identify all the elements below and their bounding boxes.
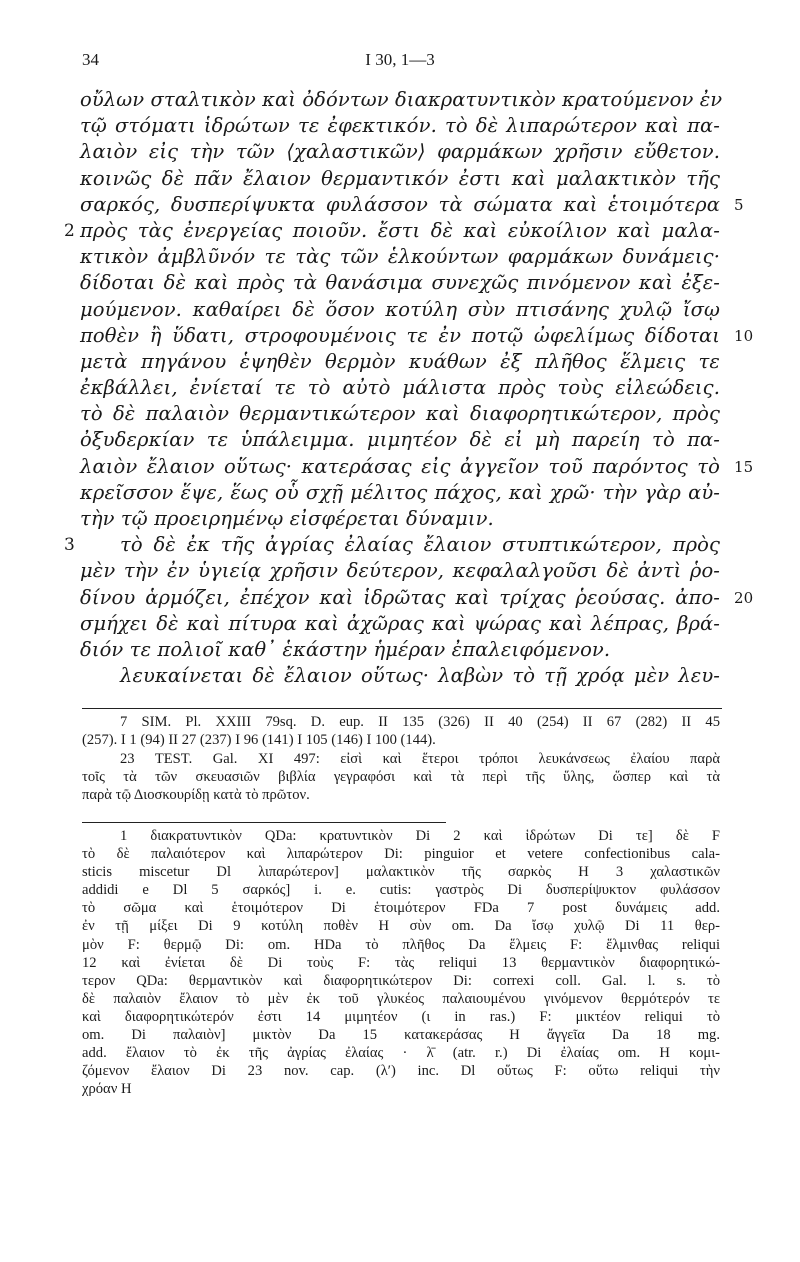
testimonia-line-text: τοῖς τὰ τῶν σκευασιῶν βιβλία γεγραφόσι καὶ τὰ περὶ τῆς ὕλης, ὥσπερ καὶ τὰ [82,768,720,785]
main-text-line-text: κρεῖσσον ἕψε, ἕως οὗ σχῇ μέλιτος πάχος, καὶ χρῶ· τὴν γὰρ αὐ- [80,480,720,504]
testimonia-line-text: 23 TEST. Gal. XI 497: εἰσὶ καὶ ἕτεροι τρόποι λευκάνσεως ἐλαίου παρὰ [120,750,720,767]
main-text-line-text: σαρκός, δυσπερίψυκτα φυλάσσον τὰ σώματα καὶ ἑτοιμότερα [80,192,720,216]
apparatus-line [82,845,720,863]
main-text-line [80,139,720,165]
apparatus-line-text: ζόμενον ἔλαιον Di 23 nov. cap. (λ′) inc. Dl οὕτως F: οὕτω reliqui τὴν [82,1063,720,1080]
main-text-line [80,401,720,427]
testimonia-line [82,750,720,768]
apparatus-line-text: ἐν τῇ μίξει Di 9 κοτύλη ποθὲν H σὺν om. Da ἴσῳ χυλῷ Di 11 θερ- [82,918,720,935]
main-text-line-text: λαιὸν εἰς τὴν τῶν ⟨χαλαστικῶν⟩ φαρμάκων χρῆσιν εὔθετον. [80,140,720,164]
main-text-line-text: μετὰ πηγάνου ἑψηθὲν θερμὸν κυάθων ἐξ πλῆθος ἕλμεις τε [80,349,720,373]
main-text-line [80,113,720,139]
testimonia-line [82,731,720,749]
testimonia-block [82,713,720,804]
testimonia-divider [82,708,722,709]
testimonia-line-text: 7 SIM. Pl. XXIII 79sq. D. eup. II 135 (326) II 40 (254) II 67 (282) II 45 [120,714,720,730]
main-text-line [80,480,720,506]
apparatus-line [82,954,720,972]
apparatus-line-text: addidi e Dl 5 σαρκός] i. e. cutis: γαστρὸς Di δυσπερίψυκτον φυλάσσον [82,882,720,899]
main-text-line-text: τὸ δὲ ἐκ τῆς ἀγρίας ἐλαίας ἔλαιον στυπτικώτερον, πρὸς [120,533,720,557]
main-text-line [80,349,720,375]
testimonia-line [82,786,720,804]
apparatus-line [82,827,720,845]
main-text-line [64,218,720,244]
main-text-line-text: τῷ στόματι ἱδρώτων τε ἐφεκτικόν. τὸ δὲ λιπαρώτερον καὶ πα- [80,114,720,138]
main-text-line [80,323,754,349]
main-text-line [64,532,720,558]
main-text-line-text: τὸ δὲ παλαιὸν θερμαντικώτερον καὶ διαφορητικώτερον, πρὸς [80,402,720,426]
main-text-line-text: διόν τε πολιοῖ καθ᾿ ἑκάστην ἡμέραν ἐπαλειφόμενον. [80,637,611,661]
apparatus-line-text: τερον QDa: θερμαντικὸν καὶ διαφορητικώτερον Di: correxi coll. Gal. l. s. τὸ [82,972,720,989]
main-text-line [80,244,720,270]
main-text-line-text: δίνου ἁρμόζει, ἐπέχον καὶ ἱδρῶτας καὶ τρίχας ῥεούσας. ἀπο- [80,585,720,609]
main-text-line-text: πρὸς τὰς ἐνεργείας ποιοῦν. ἔστι δὲ καὶ εὐκοίλιον καὶ μαλα- [80,218,720,242]
apparatus-line-text: 12 καὶ ἐνίεται δὲ Di τοὺς F: τὰς reliqui 13 θερμαντικὸν διαφορητικώ- [82,954,720,971]
main-text-line [80,166,720,192]
main-text-line-text: κτικὸν ἀμβλῦνόν τε τὰς τῶν ἑλκούντων φαρμάκων δυνάμεις· [80,245,720,269]
testimonia-line [82,713,720,731]
apparatus-line-text: sticis miscetur Dl λιπαρώτερον] μαλακτικὸν τῆς σαρκὸς H 3 χαλαστικῶν [82,864,720,881]
main-text-line [80,87,723,113]
main-text-line-text: σμήχει δὲ καὶ πίτυρα καὶ ἀχῶρας καὶ ψώρας καὶ λέπρας, βρά- [80,611,720,635]
main-text-line [80,506,720,532]
apparatus-line [82,1062,720,1080]
line-number: 5 [734,195,744,214]
apparatus-line [82,990,720,1008]
main-text-line [80,375,720,401]
page-number: 34 [82,50,99,69]
main-text-line-text: λευκαίνεται δὲ ἔλαιον οὕτως· λαβὼν τὸ τῇ χρόᾳ μὲν λευ- [120,664,720,688]
critical-apparatus [82,827,720,1098]
apparatus-line-text: τὸ σῶμα καὶ ἑτοιμότερον Di ἑτοιμότερον FDa 7 post δυνάμεις add. [82,900,720,917]
testimonia-line [82,768,720,786]
main-text-line [80,270,720,296]
line-number: 15 [734,457,754,476]
main-text-line-text: ὀξυδερκίαν τε ὑπάλειμμα. μιμητέον δὲ εἰ μὴ παρείη τὸ πα- [80,428,720,452]
page-header [82,50,718,72]
section-number: 2 [64,220,75,241]
apparatus-line-text: καὶ διαφορητικώτερόν ἐστι 14 μιμητέον (ι in ras.) F: μικτέον reliqui τὸ [82,1008,720,1025]
apparatus-line [82,863,720,881]
apparatus-line-text: δὲ παλαιὸν ἔλαιον τὸ μὲν ἐκ τοῦ γλυκέος παλαιουμένου γινόμενον θερμότερόν τε [82,990,720,1007]
main-text-line-text: ποθὲν ἢ ὕδατι, στροφουμένοις τε ἐν ποτῷ ὠφελίμως δίδοται [80,323,720,347]
apparatus-line [82,1044,720,1062]
main-text-line-text: δίδοται δὲ καὶ πρὸς τὰ θανάσιμα συνεχῶς πινόμενον καὶ ἐξε- [80,271,720,295]
apparatus-line [82,1008,720,1026]
apparatus-line [82,1080,720,1098]
apparatus-line-text: τὸ δὲ παλαιότερον καὶ λιπαρώτερον Di: pinguior et vetere confectionibus cala- [82,846,720,863]
line-number: 20 [734,588,754,607]
main-text-line-text: τὴν τῷ προειρημένῳ εἰσφέρεται δύναμιν. [80,507,494,530]
apparatus-line-text: χρόαν H [82,1081,132,1098]
main-text-line-text: λαιὸν ἔλαιον οὕτως· κατεράσας εἰς ἀγγεῖον τοῦ παρόντος τὸ [80,454,720,478]
apparatus-line-text: 1 διακρατυντικὸν QDa: κρατυντικὸν Di 2 καὶ ἱδρώτων Di τε] δὲ F [120,828,720,844]
apparatus-line [82,881,720,899]
apparatus-divider [82,822,446,823]
testimonia-line-text: παρὰ τῷ Διοσκουρίδῃ κατὰ τὸ πρῶτον. [82,787,310,804]
apparatus-line [82,936,720,954]
main-text-line [80,663,720,689]
main-text-line [80,611,720,637]
apparatus-line-text: add. ἔλαιον τὸ ἐκ τῆς ἀγρίας ἐλαίας · λ̄ (atr. r.) Di ἐλαίας om. H κομι- [82,1045,720,1062]
apparatus-line-text: μὸν F: θερμῷ Di: om. HDa τὸ πλῆθος Da ἕλμεις F: ἕλμινθας reliqui [82,936,720,953]
main-text-line-text: μούμενον. καθαίρει δὲ ὅσον κοτύλη σὺν πτισάνης χυλῷ ἴσῳ [80,297,720,321]
main-text-line-text: οὔλων σταλτικὸν καὶ ὀδόντων διακρατυντικὸν κρατούμενον ἐν [80,88,723,111]
testimonia-line-text: (257). I 1 (94) II 27 (237) I 96 (141) I 105 (146) I 100 (144). [82,732,436,749]
line-number: 10 [734,326,754,345]
main-greek-text [64,87,754,689]
running-title: I 30, 1—3 [365,50,435,69]
apparatus-line-text: om. Di παλαιὸν] μικτὸν Da 15 κατακεράσας H ἄγγεῖα Da 18 mg. [82,1027,720,1044]
main-text-line [80,637,720,663]
main-text-line [80,297,720,323]
main-text-line [80,192,744,218]
section-number: 3 [64,535,75,556]
main-text-line [80,454,754,480]
main-text-line [80,427,720,453]
main-text-line-text: μὲν τὴν ἐν ὑγιείᾳ χρῆσιν δεύτερον, κεφαλαλγοῦσι δὲ ἀντὶ ῥο- [80,559,720,583]
main-text-line [80,558,720,584]
apparatus-line [82,899,720,917]
apparatus-line [82,1026,720,1044]
main-text-line-text: ἐκβάλλει, ἐνίεταί τε τὸ αὐτὸ μάλιστα πρὸς τοὺς εἰλεώδεις. [80,376,720,400]
apparatus-line [82,917,720,935]
main-text-line-text: κοινῶς δὲ πᾶν ἔλαιον θερμαντικόν ἐστι καὶ μαλακτικὸν τῆς [80,166,720,190]
apparatus-line [82,972,720,990]
main-text-line [80,585,754,611]
